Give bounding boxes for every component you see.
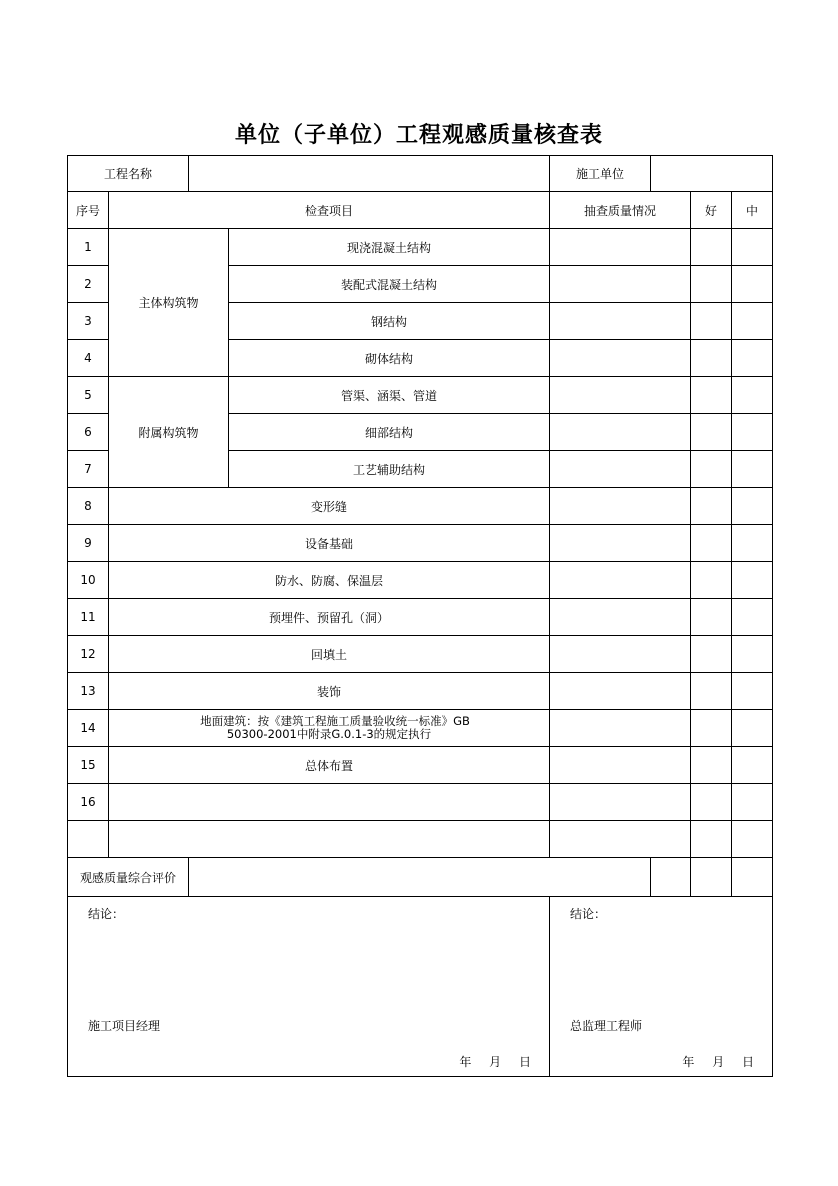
good-cell[interactable]: [691, 784, 732, 821]
medium-cell[interactable]: [732, 340, 773, 377]
item-label[interactable]: [109, 784, 550, 821]
row-number: 9: [68, 525, 109, 562]
project-name-label: 工程名称: [68, 156, 189, 192]
date-line: [668, 1053, 754, 1070]
contractor-field[interactable]: [651, 156, 773, 192]
item-label: [109, 710, 550, 747]
month-label: 月: [489, 1055, 502, 1069]
inspection-table: [67, 155, 773, 1077]
good-cell[interactable]: [691, 414, 732, 451]
quality-cell[interactable]: [550, 599, 691, 636]
medium-cell[interactable]: [732, 303, 773, 340]
signer-label: 施工项目经理: [88, 1019, 161, 1033]
quality-cell[interactable]: [550, 710, 691, 747]
item-label: 现浇混凝土结构: [229, 229, 550, 266]
table-row: [68, 525, 773, 562]
good-cell[interactable]: [691, 377, 732, 414]
quality-cell[interactable]: [550, 340, 691, 377]
good-cell[interactable]: [691, 599, 732, 636]
table-row: [68, 599, 773, 636]
row-number: 12: [68, 636, 109, 673]
group-aux-label: 附属构筑物: [109, 377, 229, 488]
row-number: 5: [68, 377, 109, 414]
item-label-line1: 地面建筑：按《建筑工程施工质量验收统一标准》GB: [200, 714, 470, 728]
medium-cell[interactable]: [732, 562, 773, 599]
item-label: 预埋件、预留孔（洞）: [109, 599, 550, 636]
quality-cell[interactable]: [550, 562, 691, 599]
good-cell[interactable]: [691, 636, 732, 673]
table-row: [68, 636, 773, 673]
col-item-header: 检查项目: [109, 192, 550, 229]
good-cell[interactable]: [691, 562, 732, 599]
group-main-label: 主体构筑物: [109, 229, 229, 377]
medium-cell[interactable]: [732, 821, 773, 858]
day-label: 日: [519, 1055, 532, 1069]
quality-cell[interactable]: [550, 821, 691, 858]
item-label: 防水、防腐、保温层: [109, 562, 550, 599]
quality-cell[interactable]: [550, 784, 691, 821]
medium-cell[interactable]: [732, 784, 773, 821]
overall-good-cell[interactable]: [651, 858, 691, 897]
item-label: 装饰: [109, 673, 550, 710]
quality-cell[interactable]: [550, 525, 691, 562]
header-row: [68, 156, 773, 192]
row-number: 11: [68, 599, 109, 636]
row-number: 3: [68, 303, 109, 340]
table-row-empty: [68, 821, 773, 858]
good-cell[interactable]: [691, 525, 732, 562]
item-label: 回填土: [109, 636, 550, 673]
quality-cell[interactable]: [550, 377, 691, 414]
item-label: 钢结构: [229, 303, 550, 340]
medium-cell[interactable]: [732, 599, 773, 636]
quality-cell[interactable]: [550, 673, 691, 710]
medium-cell[interactable]: [732, 673, 773, 710]
good-cell[interactable]: [691, 747, 732, 784]
row-number: 7: [68, 451, 109, 488]
overall-label: 观感质量综合评价: [68, 858, 189, 897]
good-cell[interactable]: [691, 303, 732, 340]
table-row: [68, 488, 773, 525]
good-cell[interactable]: [691, 673, 732, 710]
month-label: 月: [712, 1055, 725, 1069]
conclusion-row: [68, 897, 773, 1077]
signer-label: 总监理工程师: [570, 1019, 643, 1033]
item-label: 设备基础: [109, 525, 550, 562]
medium-cell[interactable]: [732, 525, 773, 562]
item-label: 工艺辅助结构: [229, 451, 550, 488]
row-number: 10: [68, 562, 109, 599]
conclusion-label: 结论：: [570, 907, 607, 921]
item-label[interactable]: [109, 821, 550, 858]
project-name-field[interactable]: [189, 156, 550, 192]
col-medium-header: 中: [732, 192, 773, 229]
year-label: 年: [459, 1055, 472, 1069]
row-number: 8: [68, 488, 109, 525]
quality-cell[interactable]: [550, 636, 691, 673]
medium-cell[interactable]: [732, 451, 773, 488]
conclusion-right[interactable]: [550, 897, 773, 1077]
quality-cell[interactable]: [550, 229, 691, 266]
row-number: 16: [68, 784, 109, 821]
date-line: [445, 1053, 531, 1070]
row-number: 6: [68, 414, 109, 451]
medium-cell[interactable]: [732, 229, 773, 266]
good-cell[interactable]: [691, 710, 732, 747]
good-cell[interactable]: [691, 488, 732, 525]
table-row: [68, 562, 773, 599]
good-cell[interactable]: [691, 340, 732, 377]
table-row: [68, 784, 773, 821]
good-cell[interactable]: [691, 229, 732, 266]
medium-cell[interactable]: [732, 266, 773, 303]
year-label: 年: [682, 1055, 695, 1069]
item-label: 装配式混凝土结构: [229, 266, 550, 303]
item-label: 砌体结构: [229, 340, 550, 377]
item-label: 细部结构: [229, 414, 550, 451]
medium-cell[interactable]: [732, 377, 773, 414]
item-label: 总体布置: [109, 747, 550, 784]
medium-cell[interactable]: [732, 710, 773, 747]
item-label: 管渠、涵渠、管道: [229, 377, 550, 414]
quality-cell[interactable]: [550, 414, 691, 451]
overall-poor-cell[interactable]: [732, 858, 773, 897]
contractor-label: 施工单位: [550, 156, 651, 192]
quality-cell[interactable]: [550, 303, 691, 340]
row-number: 14: [68, 710, 109, 747]
item-label-line2: 50300-2001中附录G.0.1-3的规定执行: [226, 727, 432, 741]
col-seq-header: 序号: [68, 192, 109, 229]
good-cell[interactable]: [691, 821, 732, 858]
good-cell[interactable]: [691, 451, 732, 488]
col-quality-header: 抽查质量情况: [550, 192, 691, 229]
item-label: 变形缝: [109, 488, 550, 525]
page-title: 单位（子单位）工程观感质量核查表: [234, 123, 603, 148]
row-number: [68, 821, 109, 858]
medium-cell[interactable]: [732, 636, 773, 673]
row-number: 2: [68, 266, 109, 303]
row-number: 1: [68, 229, 109, 266]
row-number: 15: [68, 747, 109, 784]
conclusion-left[interactable]: [68, 897, 550, 1077]
overall-medium-cell[interactable]: [691, 858, 732, 897]
good-cell[interactable]: [691, 266, 732, 303]
overall-field[interactable]: [189, 858, 651, 897]
column-header-row: [68, 192, 773, 229]
day-label: 日: [742, 1055, 755, 1069]
medium-cell[interactable]: [732, 414, 773, 451]
medium-cell[interactable]: [732, 488, 773, 525]
quality-cell[interactable]: [550, 266, 691, 303]
row-number: 4: [68, 340, 109, 377]
table-row: [68, 377, 773, 414]
table-row: [68, 229, 773, 266]
quality-cell[interactable]: [550, 747, 691, 784]
table-row: [68, 710, 773, 747]
quality-cell[interactable]: [550, 488, 691, 525]
table-row: [68, 673, 773, 710]
conclusion-label: 结论：: [88, 907, 125, 921]
overall-row: [68, 858, 773, 897]
row-number: 13: [68, 673, 109, 710]
table-row: [68, 747, 773, 784]
medium-cell[interactable]: [732, 747, 773, 784]
quality-cell[interactable]: [550, 451, 691, 488]
col-good-header: 好: [691, 192, 732, 229]
